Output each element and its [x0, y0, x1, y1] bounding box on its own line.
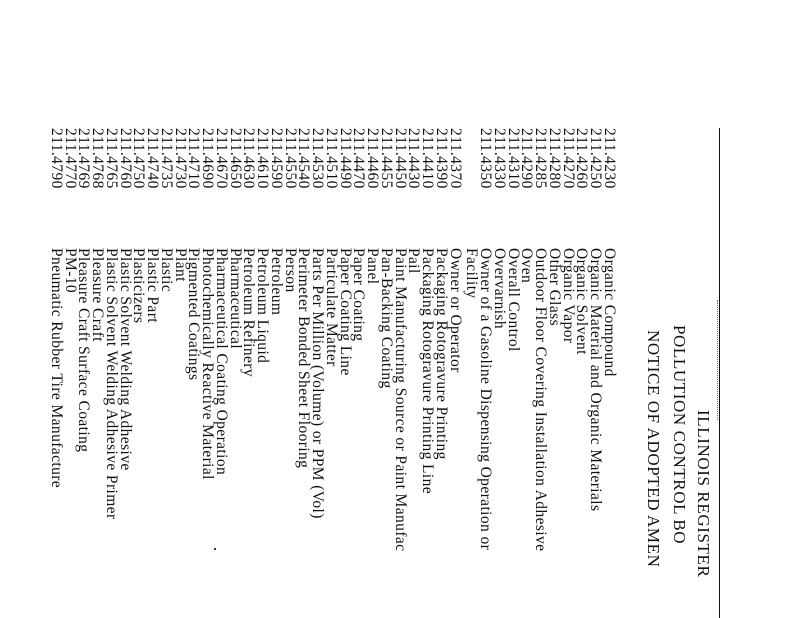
- section-number: 211.4630: [240, 128, 257, 189]
- defined-term: Plastic Solvent Welding Adhesive: [117, 248, 134, 471]
- defined-term: Plant: [172, 248, 189, 282]
- defined-term: Organic Solvent: [573, 248, 590, 355]
- section-number: 211.4730: [172, 128, 189, 189]
- defined-term: Owner or Operator: [447, 248, 464, 373]
- defined-term: Particulate Matter: [323, 248, 340, 367]
- section-number: 211.4735: [158, 128, 175, 189]
- defined-term: Pleasure Craft: [89, 248, 106, 342]
- defined-term: Pneumatic Rubber Tire Manufacture: [48, 248, 65, 489]
- section-number: 211.4750: [130, 128, 147, 189]
- section-number: 211.4250: [587, 128, 604, 189]
- defined-term: Overall Control: [505, 248, 522, 352]
- defined-term: Pail: [405, 248, 422, 274]
- defined-term: Organic Compound: [601, 248, 618, 377]
- defined-term: Paper Coating Line: [337, 248, 354, 376]
- defined-term: Person: [282, 248, 299, 293]
- defined-term: Outdoor Floor Covering Installation Adhesive: [532, 248, 549, 552]
- defined-term: Pleasure Craft Surface Coating: [75, 248, 92, 453]
- section-number: 211.4270: [560, 128, 577, 189]
- section-number: 211.4410: [419, 128, 436, 189]
- section-number: 211.4290: [518, 128, 535, 189]
- defined-term: Paper Coating: [350, 248, 367, 342]
- defined-term: Plasticizers: [130, 248, 147, 324]
- board-title: POLLUTION CONTROL BO: [670, 325, 689, 545]
- section-number: 211.4260: [573, 128, 590, 189]
- section-number: 211.4740: [144, 128, 161, 189]
- defined-term: Petroleum Refinery: [240, 248, 257, 378]
- defined-term: Parts Per Million (Volume) or PPM (Vol): [309, 248, 326, 519]
- defined-term: Pharmaceutical Coating Operation: [213, 248, 230, 476]
- section-number: 211.4455: [378, 128, 395, 189]
- section-number: 211.4610: [254, 128, 271, 189]
- stray-mark: [214, 548, 216, 550]
- section-number: 211.4285: [532, 128, 549, 189]
- defined-term: Petroleum: [268, 248, 285, 316]
- section-number: 211.4460: [364, 128, 381, 189]
- section-number: 211.4550: [282, 128, 299, 189]
- section-number: 211.4370: [447, 128, 464, 189]
- defined-term: Panel: [364, 248, 381, 285]
- section-number: 211.4310: [505, 128, 522, 189]
- defined-term: Plastic: [158, 248, 175, 293]
- section-number: 211.4765: [103, 128, 120, 189]
- section-number: 211.4430: [405, 128, 422, 189]
- section-number: 211.4590: [268, 128, 285, 189]
- section-number: 211.4530: [309, 128, 326, 189]
- section-number: 211.4760: [117, 128, 134, 189]
- header-rule: [719, 128, 720, 618]
- section-number: 211.4390: [433, 128, 450, 189]
- defined-term: Petroleum Liquid: [254, 248, 271, 364]
- defined-term: Packaging Rotogravure Printing Line: [419, 248, 436, 495]
- section-number: 211.4690: [199, 128, 216, 189]
- section-number: 211.4350: [477, 128, 494, 189]
- section-number: 211.4450: [392, 128, 409, 189]
- defined-term: Facility: [463, 248, 480, 299]
- section-number: 211.4490: [337, 128, 354, 189]
- header-dotted-rule: [717, 300, 718, 420]
- defined-term: Other Glass: [546, 248, 563, 327]
- defined-term: Owner of a Gasoline Dispensing Operation or: [477, 248, 494, 551]
- section-number: 211.4670: [213, 128, 230, 189]
- defined-term: Oven: [518, 248, 535, 284]
- defined-term: Plastic Solvent Welding Adhesive Primer: [103, 248, 120, 520]
- defined-term: Pharmaceutical: [227, 248, 244, 350]
- section-number: 211.4790: [48, 128, 65, 189]
- section-number: 211.4769: [75, 128, 92, 189]
- section-number: 211.4540: [295, 128, 312, 189]
- defined-term: Overvarnish: [491, 248, 508, 330]
- defined-term: Organic Vapor: [560, 248, 577, 344]
- section-number: 211.4470: [350, 128, 367, 189]
- section-number: 211.4230: [601, 128, 618, 189]
- defined-term: Packaging Rotogravure Printing: [433, 248, 450, 460]
- section-number: 211.4510: [323, 128, 340, 189]
- defined-term: Paint Manufacturing Source or Paint Manufac: [392, 248, 409, 552]
- section-number: 211.4650: [227, 128, 244, 189]
- notice-title: NOTICE OF ADOPTED AMEN: [644, 330, 663, 568]
- section-number: 211.4330: [491, 128, 508, 189]
- defined-term: PM-10: [62, 248, 79, 294]
- defined-term: Pigmented Coatings: [185, 248, 202, 381]
- section-number: 211.4280: [546, 128, 563, 189]
- defined-term: Photochemically Reactive Material: [199, 248, 216, 480]
- defined-term: Organic Material and Organic Materials: [587, 248, 604, 512]
- defined-term: Perimeter Bonded Sheet Flooring: [295, 248, 312, 469]
- section-number: 211.4770: [62, 128, 79, 189]
- defined-term: Pan-Backing Coating: [378, 248, 395, 389]
- section-number: 211.4710: [185, 128, 202, 189]
- defined-term: Plastic Part: [144, 248, 161, 323]
- register-title: ILLINOIS REGISTER: [694, 410, 713, 578]
- section-number: 211.4768: [89, 128, 106, 189]
